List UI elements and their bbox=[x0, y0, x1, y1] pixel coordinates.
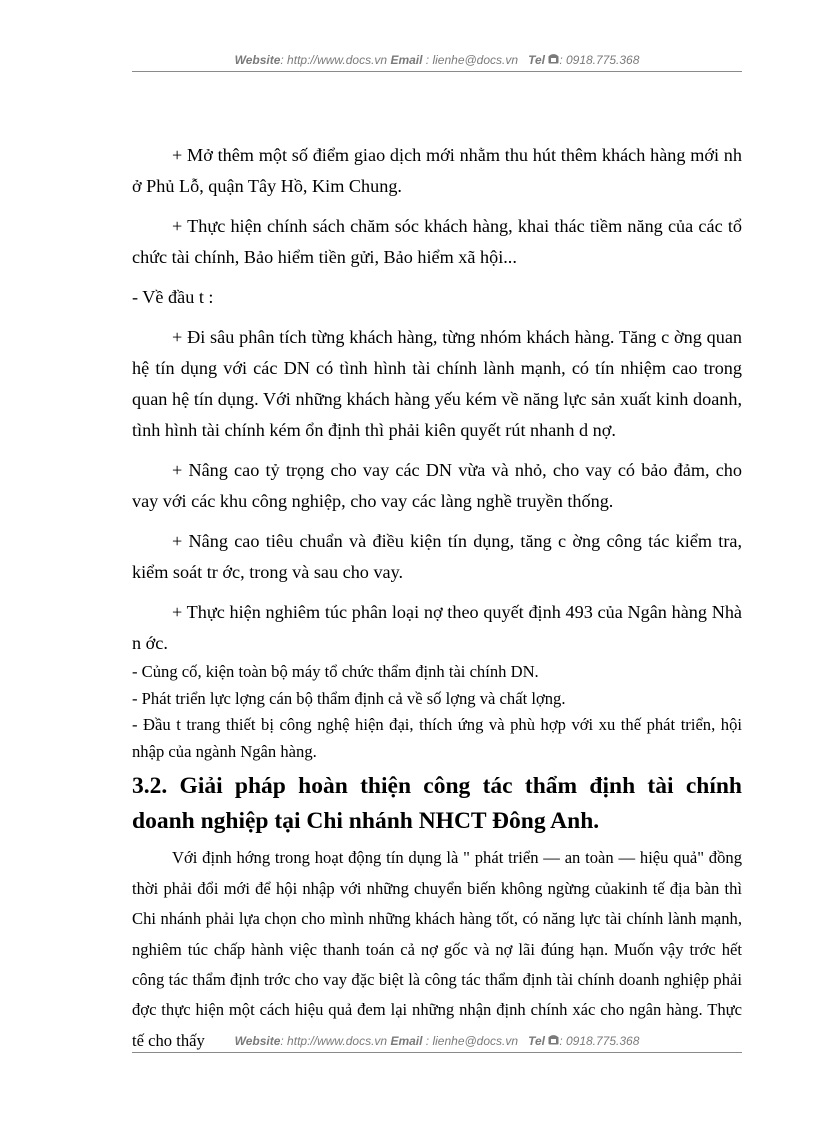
header-website-link[interactable]: : http://www.docs.vn bbox=[280, 53, 388, 67]
paragraph: + Đi sâu phân tích từng khách hàng, từng nhóm khách hàng. Tăng c ờng quan hệ tín dụng với các DN có tình hình tài chính lành mạnh, có tín nhiệm cao trong quan hệ tín dụng. Với những khách hàng yếu kém về năng lực sản xuất kinh doanh, tình hình tài chính kém ổn định thì phải kiên quyết rút nhanh d nợ. bbox=[132, 327, 742, 440]
paragraph: + Thực hiện chính sách chăm sóc khách hàng, khai thác tiềm năng của các tổ chức tài chính, Bảo hiểm tiền gửi, Bảo hiểm xã hội... bbox=[132, 216, 742, 267]
paragraph: Với định hớng trong hoạt động tín dụng là " phát triển — an toàn — hiệu quả" đồng thời phải đổi mới để hội nhập với những chuyển biến không ngừng củakinh tế địa bàn thì Chi nhánh phải lựa chọn cho mình những khách hàng tốt, có năng lực tài chính lành mạnh, nghiêm túc chấp hành việc thanh toán cả nợ gốc và nợ lãi đúng hạn. Muốn vậy trớc hết công tác thẩm định trớc cho vay đặc biệt là công tác thẩm định tài chính doanh nghiệp phải đợc thực hiện một cách hiệu quả đem lại những nhận định chính xác cho ngân hàng. Thực tế cho thấy bbox=[132, 848, 742, 1050]
header-tel-number: : 0918.775.368 bbox=[559, 53, 640, 67]
footer-tel-number: : 0918.775.368 bbox=[559, 1034, 640, 1048]
footer-email-label: Email bbox=[390, 1034, 423, 1048]
paragraph: + Nâng cao tỷ trọng cho vay các DN vừa và nhỏ, cho vay có bảo đảm, cho vay với các khu công nghiệp, cho vay các làng nghề truyền thống. bbox=[132, 460, 742, 511]
document-body bbox=[132, 140, 742, 1056]
phone-icon bbox=[548, 1035, 559, 1045]
footer-tel-label: Tel bbox=[528, 1034, 545, 1048]
footer-website-label: Website bbox=[234, 1034, 281, 1048]
page-footer bbox=[132, 1034, 742, 1048]
header-tel-label: Tel bbox=[528, 53, 545, 67]
paragraph: + Mở thêm một số điểm giao dịch mới nhằm thu hút thêm khách hàng mới nh ở Phủ Lỗ, quận Tây Hồ, Kim Chung. bbox=[132, 145, 742, 196]
header-email-link[interactable]: : lienhe@docs.vn bbox=[422, 53, 519, 67]
paragraph: - Củng cố, kiện toàn bộ máy tổ chức thẩm định tài chính DN. bbox=[132, 662, 539, 681]
header-website-label: Website bbox=[234, 53, 281, 67]
paragraph: + Nâng cao tiêu chuẩn và điều kiện tín dụng, tăng c ờng công tác kiểm tra, kiểm soát tr ớc, trong và sau cho vay. bbox=[132, 531, 742, 582]
paragraph: - Phát triển lực lợng cán bộ thẩm định cả về số lợng và chất lợng. bbox=[132, 688, 566, 708]
section-heading: 3.2. Giải pháp hoàn thiện công tác thẩm định tài chính doanh nghiệp tại Chi nhánh NHCT Đông Anh. bbox=[132, 773, 742, 835]
footer-rule bbox=[132, 1052, 742, 1053]
footer-website-link[interactable]: : http://www.docs.vn bbox=[280, 1034, 388, 1048]
page-header bbox=[132, 53, 742, 67]
header-rule bbox=[132, 71, 742, 72]
header-email-label: Email bbox=[390, 53, 423, 67]
paragraph: - Đầu t trang thiết bị công nghệ hiện đại, thích ứng và phù hợp với xu thế phát triển, hội nhập của ngành Ngân hàng. bbox=[132, 715, 742, 761]
phone-icon bbox=[548, 54, 559, 64]
footer-email-link[interactable]: : lienhe@docs.vn bbox=[422, 1034, 519, 1048]
paragraph: - Về đầu t : bbox=[132, 287, 214, 307]
paragraph: + Thực hiện nghiêm túc phân loại nợ theo quyết định 493 của Ngân hàng Nhà n ớc. bbox=[132, 602, 742, 653]
